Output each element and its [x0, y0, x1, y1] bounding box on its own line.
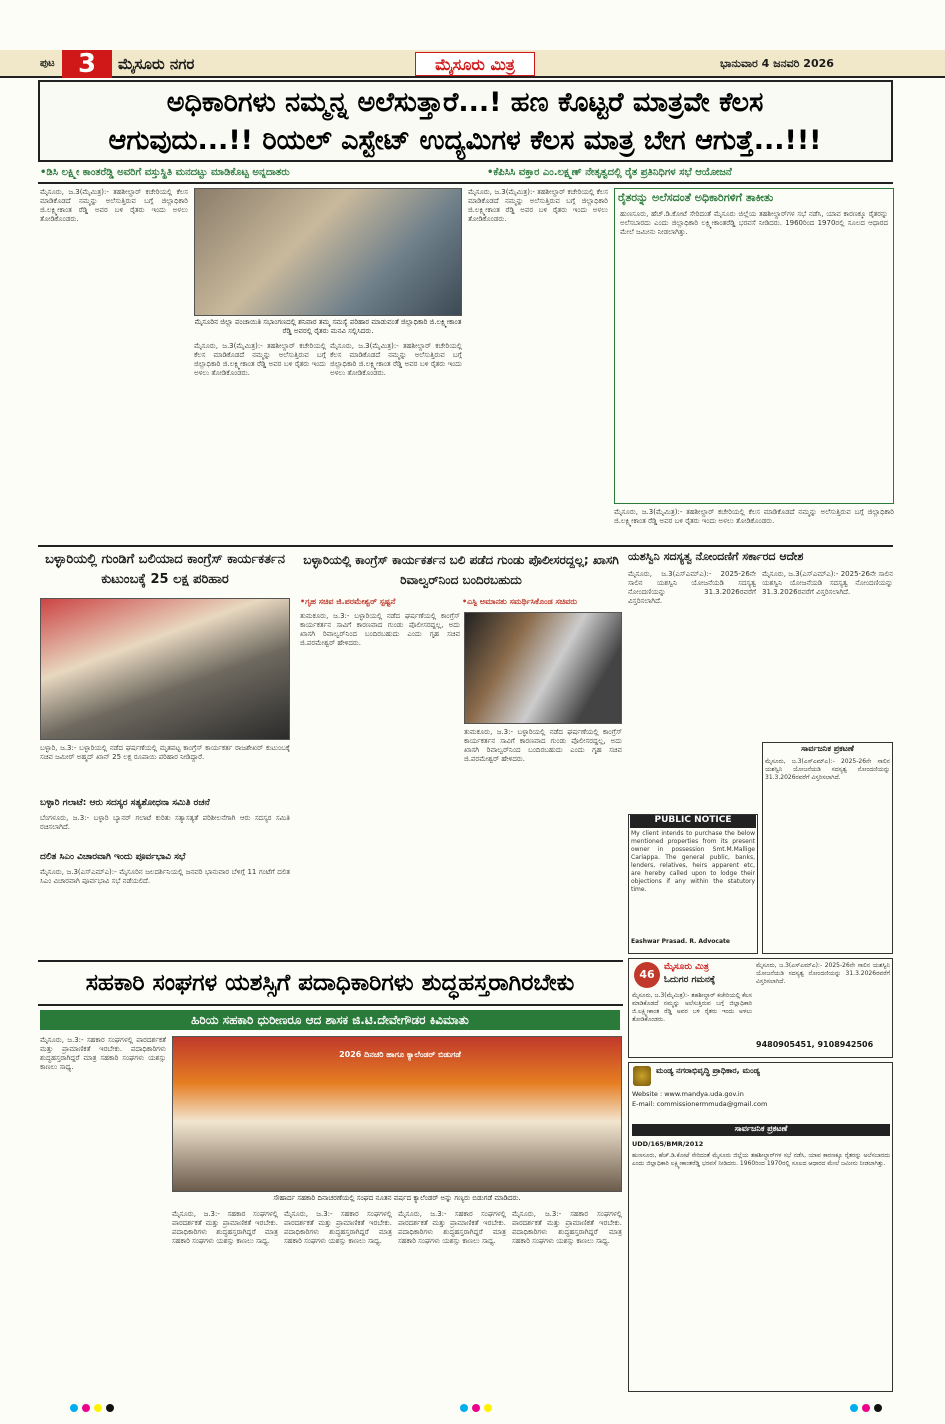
registration-mark — [850, 1404, 858, 1412]
muda-emblem-icon — [633, 1066, 651, 1086]
readers-phone: 9480905451, 9108942506 — [756, 1040, 874, 1049]
lead-photo — [194, 188, 462, 316]
ballari-headline: ಬಳ್ಳಾರಿಯಲ್ಲಿ ಕಾಂಗ್ರೆಸ್ ಕಾರ್ಯಕರ್ತನ ಬಲಿ ಪಡೆದ ಗುಂಡು ಪೊಲೀಸರದ್ದಲ್ಲ; ಖಾಸಗಿ ರಿವಾಲ್ವರ್‌ನಿಂದ ಬಂದಿರಬಹುದು — [303, 553, 619, 587]
congress-sub1: ಬಳ್ಳಾರಿ ಗಲಾಟೆ: ಆರು ಸದಸ್ಯರ ಸತ್ಯಶೋಧನಾ ಸಮಿತಿ ರಚನೆ — [40, 798, 210, 808]
ballari-tag1: •ಗೃಹ ಸಚಿವ ಜಿ.ಪರಮೇಶ್ವರ್ ಸ್ಪಷ್ಟನೆ — [300, 597, 396, 606]
readers-body-right: ಮೈಸೂರು, ಜ.3(ಎಸ್‌ಎಮ್‌ಎ):- 2025-26ನೇ ಸಾಲಿನ ಯಶಸ್ವಿನಿ ಯೋಜನೆಯಡಿ ಸದಸ್ಯತ್ವ ನೋಂದಣಿಯನ್ನು 31.3.2026ರವರೆಗೆ ವಿಸ್ತರಿಸಲಾಗಿದೆ. — [756, 962, 890, 985]
coop-headline: ಸಹಕಾರಿ ಸಂಘಗಳ ಯಶಸ್ಸಿಗೆ ಪದಾಧಿಕಾರಿಗಳು ಶುದ್ಧಹಸ್ತರಾಗಿರಬೇಕು — [85, 970, 575, 996]
registration-mark — [862, 1404, 870, 1412]
coop-body-col2: ಮೈಸೂರು, ಜ.3:- ಸಹಕಾರ ಸಂಘಗಳಲ್ಲಿ ಪಾರದರ್ಶಕತೆ ಮತ್ತು ಪ್ರಾಮಾಣಿಕತೆ ಇರಬೇಕು. ಪದಾಧಿಕಾರಿಗಳು ಶುದ್ಧಹಸ್ತರಾಗಿದ್ದರೆ ಮಾತ್ರ ಸಹಕಾರಿ ಸಂಘಗಳು ಯಶಸ್ಸು ಕಾಣಲು ಸಾಧ್ಯ. — [172, 1210, 278, 1245]
yashasvini-headline: ಯಶಸ್ವಿನಿ ಸದಸ್ಯತ್ವ ನೋಂದಣಿಗೆ ಸರ್ಕಾರದ ಆದೇಶ — [628, 550, 804, 563]
muda-notice-title: ಸಾರ್ವಜನಿಕ ಪ್ರಕಟಣೆ — [632, 1124, 890, 1136]
issue-date: ಭಾನುವಾರ 4 ಜನವರಿ 2026 — [720, 57, 834, 70]
public-notice-advocate: Eashwar Prasad. R. Advocate — [631, 938, 730, 945]
registration-mark — [460, 1404, 468, 1412]
yashasvini-body-col1: ಮೈಸೂರು, ಜ.3(ಎಸ್‌ಎಮ್‌ಎ):- 2025-26ನೇ ಸಾಲಿನ ಯಶಸ್ವಿನಿ ಯೋಜನೆಯಡಿ ಸದಸ್ಯತ್ವ ನೋಂದಣಿಯನ್ನು 31.3.2026ರವರೆಗೆ ವಿಸ್ತರಿಸಲಾಗಿದೆ. — [628, 570, 756, 605]
lead-body-col1: ಮೈಸೂರು, ಜ.3(ಮೈಮಿತ್ರ):- ತಹಶೀಲ್ದಾರ್ ಕಚೇರಿಯಲ್ಲಿ ಕೆಲಸ ಮಾಡಿಕೊಡದೆ ನಮ್ಮನ್ನು ಅಲೆಸುತ್ತಿರುವ ಬಗ್ಗೆ ಜಿಲ್ಲಾಧಿಕಾರಿ ಜಿ.ಲಕ್ಷ್ಮೀಕಾಂತ ರೆಡ್ಡಿ ಅವರ ಬಳಿ ರೈತರು ಇಂದು ಅಳಲು ತೋಡಿಕೊಂಡರು. — [40, 188, 188, 223]
ballari-body-col1: ತುಮಕೂರು, ಜ.3:- ಬಳ್ಳಾರಿಯಲ್ಲಿ ನಡೆದ ಘರ್ಷಣೆಯಲ್ಲಿ ಕಾಂಗ್ರೆಸ್ ಕಾರ್ಯಕರ್ತನ ಸಾವಿಗೆ ಕಾರಣವಾದ ಗುಂಡು ಪೊಲೀಸರದ್ದಲ್ಲ, ಅದು ಖಾಸಗಿ ರಿವಾಲ್ವರ್‌ನಿಂದ ಬಂದಿರಬಹುದು ಎಂದು ಗೃಹ ಸಚಿವ ಜಿ.ಪರಮೇಶ್ವರ್ ಹೇಳಿದರು. — [300, 612, 460, 647]
readers-body: ಮೈಸೂರು, ಜ.3(ಮೈಮಿತ್ರ):- ತಹಶೀಲ್ದಾರ್ ಕಚೇರಿಯಲ್ಲಿ ಕೆಲಸ ಮಾಡಿಕೊಡದೆ ನಮ್ಮನ್ನು ಅಲೆಸುತ್ತಿರುವ ಬಗ್ಗೆ ಜಿಲ್ಲಾಧಿಕಾರಿ ಜಿ.ಲಕ್ಷ್ಮೀಕಾಂತ ರೆಡ್ಡಿ ಅವರ ಬಳಿ ರೈತರು ಇಂದು ಅಳಲು ತೋಡಿಕೊಂಡರು. — [632, 992, 752, 1023]
lead-sub-left: •ಡಿಸಿ ಲಕ್ಷ್ಮೀ ಕಾಂತರೆಡ್ಡಿ ಅವರಿಗೆ ವಸ್ತುಸ್ಥಿತಿ ಮನದಟ್ಟು ಮಾಡಿಕೊಟ್ಟ ಅನ್ನದಾತರು — [40, 167, 290, 178]
farmers-box-title: ರೈತರನ್ನು ಅಲೆಸದಂತೆ ಅಧಿಕಾರಿಗಳಿಗೆ ತಾಕೀತು — [618, 191, 774, 204]
coop-body-col4: ಮೈಸೂರು, ಜ.3:- ಸಹಕಾರ ಸಂಘಗಳಲ್ಲಿ ಪಾರದರ್ಶಕತೆ ಮತ್ತು ಪ್ರಾಮಾಣಿಕತೆ ಇರಬೇಕು. ಪದಾಧಿಕಾರಿಗಳು ಶುದ್ಧಹಸ್ತರಾಗಿದ್ದರೆ ಮಾತ್ರ ಸಹಕಾರಿ ಸಂಘಗಳು ಯಶಸ್ಸು ಕಾಣಲು ಸಾಧ್ಯ. — [398, 1210, 506, 1245]
registration-mark — [94, 1404, 102, 1412]
congress-headline: ಬಳ್ಳಾರಿಯಲ್ಲಿ ಗುಂಡಿಗೆ ಬಲಿಯಾದ ಕಾಂಗ್ರೆಸ್ ಕಾರ್ಯಕರ್ತನ ಕುಟುಂಬಕ್ಕೆ 25 ಲಕ್ಷ ಪರಿಹಾರ — [45, 552, 285, 587]
readers-title: ಓದುಗರ ಗಮನಕ್ಕೆ — [664, 975, 716, 985]
muda-body: ಹುಣಸೂರು, ಹೆಚ್.ಡಿ.ಕೋಟೆ ಸೇರಿದಂತೆ ಮೈಸೂರು ಜಿಲ್ಲೆಯ ತಹಶೀಲ್ದಾರ್‌ಗಳ ಸಭೆ ನಡೆಸಿ, ಯಾವ ಕಾರಣಕ್ಕೂ ರೈತರನ್ನು ಅಲೆಸಬಾರದು ಎಂದು ಜಿಲ್ಲಾಧಿಕಾರಿ ಲಕ್ಷ್ಮೀಕಾಂತರೆಡ್ಡಿ ಭರವಸೆ ನೀಡಿದರು. 1960ರಿಂದ 1970ರಲ್ಲಿ ಸೂಲದ ಆಧಾರದ ಮೇಲೆ ಜಮೀನು ನೀಡಲಾಗಿತ್ತು. — [632, 1152, 890, 1167]
coop-subhead: ಹಿರಿಯ ಸಹಕಾರಿ ಧುರೀಣರೂ ಆದ ಶಾಸಕ ಜಿ.ಟಿ.ದೇವೇಗೌಡರ ಕಿವಿಮಾತು — [40, 1010, 620, 1030]
ballari-body-col2: ತುಮಕೂರು, ಜ.3:- ಬಳ್ಳಾರಿಯಲ್ಲಿ ನಡೆದ ಘರ್ಷಣೆಯಲ್ಲಿ ಕಾಂಗ್ರೆಸ್ ಕಾರ್ಯಕರ್ತನ ಸಾವಿಗೆ ಕಾರಣವಾದ ಗುಂಡು ಪೊಲೀಸರದ್ದಲ್ಲ, ಅದು ಖಾಸಗಿ ರಿವಾಲ್ವರ್‌ನಿಂದ ಬಂದಿರಬಹುದು ಎಂದು ಗೃಹ ಸಚಿವ ಜಿ.ಪರಮೇಶ್ವರ್ ಹೇಳಿದರು. — [464, 728, 622, 763]
coop-body-col3: ಮೈಸೂರು, ಜ.3:- ಸಹಕಾರ ಸಂಘಗಳಲ್ಲಿ ಪಾರದರ್ಶಕತೆ ಮತ್ತು ಪ್ರಾಮಾಣಿಕತೆ ಇರಬೇಕು. ಪದಾಧಿಕಾರಿಗಳು ಶುದ್ಧಹಸ್ತರಾಗಿದ್ದರೆ ಮಾತ್ರ ಸಹಕಾರಿ ಸಂಘಗಳು ಯಶಸ್ಸು ಕಾಣಲು ಸಾಧ್ಯ. — [284, 1210, 392, 1245]
lead-headline-line1: ಅಧಿಕಾರಿಗಳು ನಮ್ಮನ್ನ ಅಲೆಸುತ್ತಾರೆ...! ಹಣ ಕೊಟ್ಟರೆ ಮಾತ್ರವೇ ಕೆಲಸ — [166, 87, 764, 118]
congress-photo — [40, 598, 290, 740]
page-label: ಪುಟ — [40, 58, 55, 69]
readers-masthead: ಮೈಸೂರು ಮಿತ್ರ — [664, 962, 709, 972]
congress-sub2: ದಲಿತ ಸಿಎಂ ವಿಚಾರವಾಗಿ ಇಂದು ಪೂರ್ವಭಾವಿ ಸಭೆ — [40, 852, 186, 862]
ballari-tag2: •ಎಸ್ಪಿ ಅಮಾನತು ಸಮರ್ಥಿಸಿಕೊಂಡ ಸಚಿವರು — [462, 597, 578, 606]
page-number: 3 — [62, 50, 112, 78]
section-title: ಮೈಸೂರು ನಗರ — [118, 55, 195, 73]
lead-sub-right: •ಕೆಪಿಸಿಸಿ ವಕ್ತಾರ ಎಂ.ಲಕ್ಷ್ಮಣ್ ನೇತೃತ್ವದಲ್ಲಿ ರೈತ ಪ್ರತಿನಿಧಿಗಳ ಸಭೆ ಆಯೋಜನೆ — [487, 167, 732, 178]
registration-mark — [70, 1404, 78, 1412]
registration-mark — [472, 1404, 480, 1412]
kannada-notice-body: ಮೈಸೂರು, ಜ.3(ಎಸ್‌ಎಮ್‌ಎ):- 2025-26ನೇ ಸಾಲಿನ ಯಶಸ್ವಿನಿ ಯೋಜನೆಯಡಿ ಸದಸ್ಯತ್ವ ನೋಂದಣಿಯನ್ನು 31.3.2026ರವರೆಗೆ ವಿಸ್ತರಿಸಲಾಗಿದೆ. — [765, 758, 890, 781]
congress-sub1-body: ಬೆಂಗಳೂರು, ಜ.3:- ಬಳ್ಳಾರಿ ಬ್ಯಾನರ್ ಗಲಾಟೆ ಕುರಿತು ಸತ್ಯಾಸತ್ಯತೆ ಪರಿಶೀಲನೆಗಾಗಿ ಆರು ಸದಸ್ಯರ ಸಮಿತಿ ರಚಿಸಲಾಗಿದೆ. — [40, 814, 290, 831]
muda-email: E-mail: commissionermmuda@gmail.com — [632, 1100, 768, 1108]
congress-body: ಬಳ್ಳಾರಿ, ಜ.3:- ಬಳ್ಳಾರಿಯಲ್ಲಿ ನಡೆದ ಘರ್ಷಣೆಯಲ್ಲಿ ಮೃತಪಟ್ಟ ಕಾಂಗ್ರೆಸ್ ಕಾರ್ಯಕರ್ತ ರಾಜಶೇಖರ್ ಕುಟುಂಬಕ್ಕೆ ಸಚಿವ ಜಮೀರ್ ಅಹ್ಮದ್ ಖಾನ್ 25 ಲಕ್ಷ ರೂಪಾಯಿ ಪರಿಹಾರ ನೀಡಿದ್ದಾರೆ. — [40, 744, 290, 761]
muda-title: ಮಂಡ್ಯ ನಗರಾಭಿವೃದ್ಧಿ ಪ್ರಾಧಿಕಾರ, ಮಂಡ್ಯ — [656, 1066, 760, 1075]
readers-badge: 46 — [634, 962, 660, 988]
lead-body-col3: ಮೈಸೂರು, ಜ.3(ಮೈಮಿತ್ರ):- ತಹಶೀಲ್ದಾರ್ ಕಚೇರಿಯಲ್ಲಿ ಕೆಲಸ ಮಾಡಿಕೊಡದೆ ನಮ್ಮನ್ನು ಅಲೆಸುತ್ತಿರುವ ಬಗ್ಗೆ ಜಿಲ್ಲಾಧಿಕಾರಿ ಜಿ.ಲಕ್ಷ್ಮೀಕಾಂತ ರೆಡ್ಡಿ ಅವರ ಬಳಿ ರೈತರು ಇಂದು ಅಳಲು ತೋಡಿಕೊಂಡರು. — [330, 342, 462, 377]
coop-body-col1: ಮೈಸೂರು, ಜ.3:- ಸಹಕಾರ ಸಂಘಗಳಲ್ಲಿ ಪಾರದರ್ಶಕತೆ ಮತ್ತು ಪ್ರಾಮಾಣಿಕತೆ ಇರಬೇಕು. ಪದಾಧಿಕಾರಿಗಳು ಶುದ್ಧಹಸ್ತರಾಗಿದ್ದರೆ ಮಾತ್ರ ಸಹಕಾರಿ ಸಂಘಗಳು ಯಶಸ್ಸು ಕಾಣಲು ಸಾಧ್ಯ. — [40, 1036, 166, 1071]
registration-mark — [106, 1404, 114, 1412]
lead-continued: ಮೈಸೂರು, ಜ.3(ಮೈಮಿತ್ರ):- ತಹಶೀಲ್ದಾರ್ ಕಚೇರಿಯಲ್ಲಿ ಕೆಲಸ ಮಾಡಿಕೊಡದೆ ನಮ್ಮನ್ನು ಅಲೆಸುತ್ತಿರುವ ಬಗ್ಗೆ ಜಿಲ್ಲಾಧಿಕಾರಿ ಜಿ.ಲಕ್ಷ್ಮೀಕಾಂತ ರೆಡ್ಡಿ ಅವರ ಬಳಿ ರೈತರು ಇಂದು ಅಳಲು ತೋಡಿಕೊಂಡರು. — [614, 508, 894, 525]
masthead-logo: ಮೈಸೂರು ಮಿತ್ರ — [415, 52, 535, 76]
coop-photo-caption: ಸೌಹಾರ್ದ ಸಹಕಾರಿ ದಿನಾಚರಣೆಯಲ್ಲಿ ಸಂಘದ ನೂತನ ವರ್ಷದ ಕ್ಯಾಲೆಂಡರ್ ಅನ್ನು ಗಣ್ಯರು ಬಿಡುಗಡೆ ಮಾಡಿದರು. — [273, 1194, 521, 1202]
divider — [38, 545, 893, 547]
muda-ref: UDD/165/BMR/2012 — [632, 1140, 704, 1148]
muda-website: Website : www.mandya.uda.gov.in — [632, 1090, 744, 1098]
lead-body-col4: ಮೈಸೂರು, ಜ.3(ಮೈಮಿತ್ರ):- ತಹಶೀಲ್ದಾರ್ ಕಚೇರಿಯಲ್ಲಿ ಕೆಲಸ ಮಾಡಿಕೊಡದೆ ನಮ್ಮನ್ನು ಅಲೆಸುತ್ತಿರುವ ಬಗ್ಗೆ ಜಿಲ್ಲಾಧಿಕಾರಿ ಜಿ.ಲಕ್ಷ್ಮೀಕಾಂತ ರೆಡ್ಡಿ ಅವರ ಬಳಿ ರೈತರು ಇಂದು ಅಳಲು ತೋಡಿಕೊಂಡರು. — [468, 188, 608, 223]
yashasvini-body-col2: ಮೈಸೂರು, ಜ.3(ಎಸ್‌ಎಮ್‌ಎ):- 2025-26ನೇ ಸಾಲಿನ ಯಶಸ್ವಿನಿ ಯೋಜನೆಯಡಿ ಸದಸ್ಯತ್ವ ನೋಂದಣಿಯನ್ನು 31.3.2026ರವರೆಗೆ ವಿಸ್ತರಿಸಲಾಗಿದೆ. — [762, 570, 893, 596]
registration-mark — [874, 1404, 882, 1412]
coop-photo-banner: 2026 ದಿನಚರಿ ಹಾಗೂ ಕ್ಯಾಲೆಂಡರ್ ಬಿಡುಗಡೆ — [339, 1050, 461, 1059]
public-notice-title: PUBLIC NOTICE — [630, 815, 756, 828]
kannada-notice-title: ಸಾರ್ವಜನಿಕ ಪ್ರಕಟಣೆ — [801, 744, 854, 753]
farmers-box-body: ಹುಣಸೂರು, ಹೆಚ್.ಡಿ.ಕೋಟೆ ಸೇರಿದಂತೆ ಮೈಸೂರು ಜಿಲ್ಲೆಯ ತಹಶೀಲ್ದಾರ್‌ಗಳ ಸಭೆ ನಡೆಸಿ, ಯಾವ ಕಾರಣಕ್ಕೂ ರೈತರನ್ನು ಅಲೆಸಬಾರದು ಎಂದು ಜಿಲ್ಲಾಧಿಕಾರಿ ಲಕ್ಷ್ಮೀಕಾಂತರೆಡ್ಡಿ ಭರವಸೆ ನೀಡಿದರು. 1960ರಿಂದ 1970ರಲ್ಲಿ ಸೂಲದ ಆಧಾರದ ಮೇಲೆ ಜಮೀನು ನೀಡಲಾಗಿತ್ತು. — [620, 210, 888, 236]
divider — [38, 182, 893, 184]
registration-mark — [484, 1404, 492, 1412]
lead-headline-line2: ಆಗುವುದು...!! ರಿಯಲ್ ಎಸ್ಟೇಟ್ ಉದ್ಯಮಿಗಳ ಕೆಲಸ ಮಾತ್ರ ಬೇಗ ಆಗುತ್ತೆ...!!! — [108, 125, 822, 156]
coop-body-col5: ಮೈಸೂರು, ಜ.3:- ಸಹಕಾರ ಸಂಘಗಳಲ್ಲಿ ಪಾರದರ್ಶಕತೆ ಮತ್ತು ಪ್ರಾಮಾಣಿಕತೆ ಇರಬೇಕು. ಪದಾಧಿಕಾರಿಗಳು ಶುದ್ಧಹಸ್ತರಾಗಿದ್ದರೆ ಮಾತ್ರ ಸಹಕಾರಿ ಸಂಘಗಳು ಯಶಸ್ಸು ಕಾಣಲು ಸಾಧ್ಯ. — [512, 1210, 622, 1245]
lead-body-col2: ಮೈಸೂರು, ಜ.3(ಮೈಮಿತ್ರ):- ತಹಶೀಲ್ದಾರ್ ಕಚೇರಿಯಲ್ಲಿ ಕೆಲಸ ಮಾಡಿಕೊಡದೆ ನಮ್ಮನ್ನು ಅಲೆಸುತ್ತಿರುವ ಬಗ್ಗೆ ಜಿಲ್ಲಾಧಿಕಾರಿ ಜಿ.ಲಕ್ಷ್ಮೀಕಾಂತ ರೆಡ್ಡಿ ಅವರ ಬಳಿ ರೈತರು ಇಂದು ಅಳಲು ತೋಡಿಕೊಂಡರು. — [194, 342, 326, 377]
registration-mark — [82, 1404, 90, 1412]
ballari-photo — [464, 612, 622, 724]
congress-sub2-body: ಮೈಸೂರು, ಜ.3(ಎಸ್‌ಎಮ್‌ಎ):- ಮೈಸೂರಿನ ಜಲದರ್ಶಿನಿಯಲ್ಲಿ ಜನವರಿ ಭಾನುವಾರ ಬೆಳಿಗ್ಗೆ 11 ಗಂಟೆಗೆ ದಲಿತ ಸಿಎಂ ವಿಚಾರವಾಗಿ ಪೂರ್ವಭಾವಿ ಸಭೆ ನಡೆಯಲಿದೆ. — [40, 868, 290, 885]
lead-photo-caption: ಮೈಸೂರಿನ ಜಿಲ್ಲಾ ಪಂಚಾಯಿತಿ ಸಭಾಂಗಣದಲ್ಲಿ ಶನಿವಾರ ತಮ್ಮ ಸಮಸ್ಯೆ ಪರಿಹಾರ ಮಾಡುವಂತೆ ಜಿಲ್ಲಾಧಿಕಾರಿ ಜಿ.ಲಕ್ಷ್ಮೀಕಾಂತ ರೆಡ್ಡಿ ಅವರಲ್ಲಿ ರೈತರು ಮನವಿ ಸಲ್ಲಿಸಿದರು. — [194, 318, 462, 335]
public-notice-body: My client intends to purchase the below mentioned properties from its present owner in possession Smt.M.Mallige Cariappa. The general public, banks, lenders, relatives, heirs apparent etc, are hereby called upon to lodge their objections if any within the statutory time. — [631, 830, 755, 893]
